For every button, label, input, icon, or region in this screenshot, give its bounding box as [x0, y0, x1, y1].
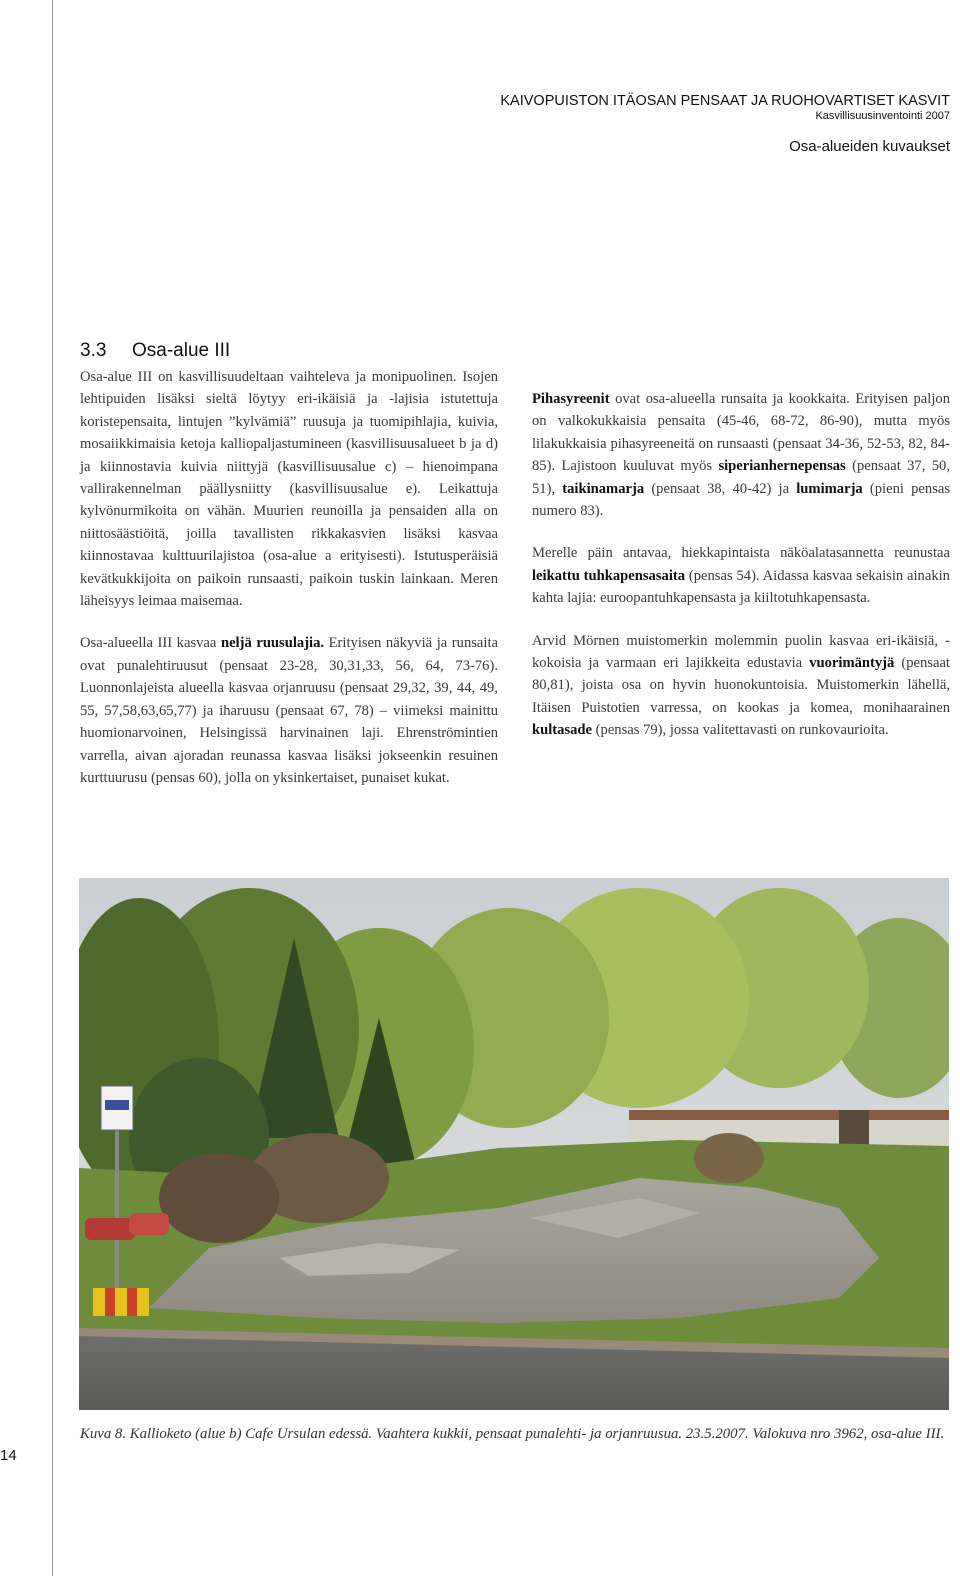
landscape-photo	[79, 878, 949, 1410]
page-margin-rule	[52, 0, 53, 1576]
bold-term: Pihasyreenit	[532, 391, 610, 407]
text-run: Erityisen näkyviä ja runsaita ovat punalehtiruusut (pensaat 23-28, 30,31,33, 56, 64, 73-76). Luonnonlajeista alueella kasvaa orjanruusu (pensaat 29,32, 39, 44, 49, 55, 57,58,63,65,77) ja iharuusu (pensaat 67, 78) – viimeksi mainittu huomionarvoinen, Helsingissä harvinainen laji. Ehrenströmintien varrella, aivan ajoradan reunassa kasvaa lisäksi jokseenkin resuinen kurttuurusu (pensas 60), jolla on yksinkertaiset, punaiset kukat.	[80, 635, 498, 786]
photo-caption: Kuva 8. Kallioketo (alue b) Cafe Ursulan edessä. Vaahtera kukkii, pensaat punalehti- ja orjanruusua. 23.5.2007. Valokuva nro 3962, osa-alue III.	[80, 1426, 945, 1442]
bold-term: leikattu tuhkapensasaita	[532, 567, 686, 584]
page-number: 14	[0, 1447, 17, 1464]
bold-term: vuorimäntyjä	[809, 655, 895, 672]
left-text-column	[80, 366, 498, 789]
left-paragraph-2	[80, 632, 498, 789]
text-run: (pensas 79), jossa valitettavasti on runkovaurioita.	[592, 722, 889, 739]
bold-term: neljä ruusulajia.	[220, 635, 325, 652]
left-paragraph-1: Osa-alue III on kasvillisuudeltaan vaihteleva ja monipuolinen. Isojen lehtipuiden lisäksi sieltä löytyy eri-ikäisiä ja -lajisia istutettuja koristepensaita, lintujen ”kylvämiä” ruusuja ja tuomipihlajia, kuivia, mosaiikkimaisia ketoja kalliopaljastumineen (kasvillisuusalueet b ja d) ja kiinnostavia kuivia niittyjä (kasvillisuusalue c) – hienoimpana vallirakennelman päällysniitty (kasvillisuusalue e). Leikattuja kylvönurmikoita on vähän. Muurien reunoilla ja pensaiden alla on niittosäästiöitä, joilla tavallisten rikkakasvien lisäksi kasvaa kiinnostavaa kulttuurilajistoa (osa-alue a erityisesti). Istutusperäisiä kevätkukkijoita on paikoin runsaasti, paikoin tuskin lainkaan. Meren läheisyys leimaa maisemaa.	[80, 369, 498, 610]
right-paragraph-1	[532, 388, 950, 522]
bold-term: lumimarja	[796, 480, 863, 497]
text-run: Arvid Mörnen muistomerkin molemmin puolin kasvaa eri-ikäisiä, -kokoisia ja varmaan eri lajikkeita edustavia	[532, 632, 950, 672]
text-run: (pensaat 38, 40-42) ja	[644, 480, 797, 497]
section-heading	[80, 340, 230, 362]
text-run: (pensas 54). Aidassa kasvaa sekaisin ainakin kahta lajia: euroopantuhkapensasta ja kiiltotuhkapensasta.	[532, 567, 950, 607]
text-run: (pieni pensas numero 83).	[532, 480, 950, 520]
bold-term: taikinamarja	[562, 480, 645, 497]
bold-term: kultasade	[532, 722, 593, 739]
right-paragraph-2	[532, 542, 950, 609]
right-paragraph-3	[532, 630, 950, 742]
text-run: Osa-alueella III kasvaa	[80, 635, 221, 652]
section-number: 3.3	[80, 340, 107, 361]
text-run: Merelle päin antavaa, hiekkapintaista näköalatasannetta reunustaa	[532, 545, 950, 562]
section-title: Osa-alue III	[132, 340, 231, 361]
header-subtitle: Kasvillisuusinventointi 2007	[815, 110, 950, 122]
text-run: ovat osa-alueella runsaita ja kookkaita. Erityisen paljon on valkokukkaisia pensaita (45-46, 68-72, 86-90), mutta myös lilakukkaisia pihasyreeneitä on runsaasti (pensaat 34-36, 52-53, 82, 84-85). Lajistoon kuuluvat myös	[532, 391, 950, 475]
right-text-column	[532, 388, 950, 742]
text-run: (pensaat 80,81), joista osa on hyvin huonokuntoisia. Muistomerkin lähellä, Itäisen Puistotien varressa, on kookas ja komea, monihaarainen	[532, 655, 950, 716]
bold-term: siperianhernepensas	[718, 458, 846, 475]
header-title: KAIVOPUISTON ITÄOSAN PENSAAT JA RUOHOVARTISET KASVIT	[500, 93, 950, 109]
text-run: (pensaat 37, 50, 51),	[532, 458, 950, 497]
header-section-name: Osa-alueiden kuvaukset	[789, 138, 950, 155]
